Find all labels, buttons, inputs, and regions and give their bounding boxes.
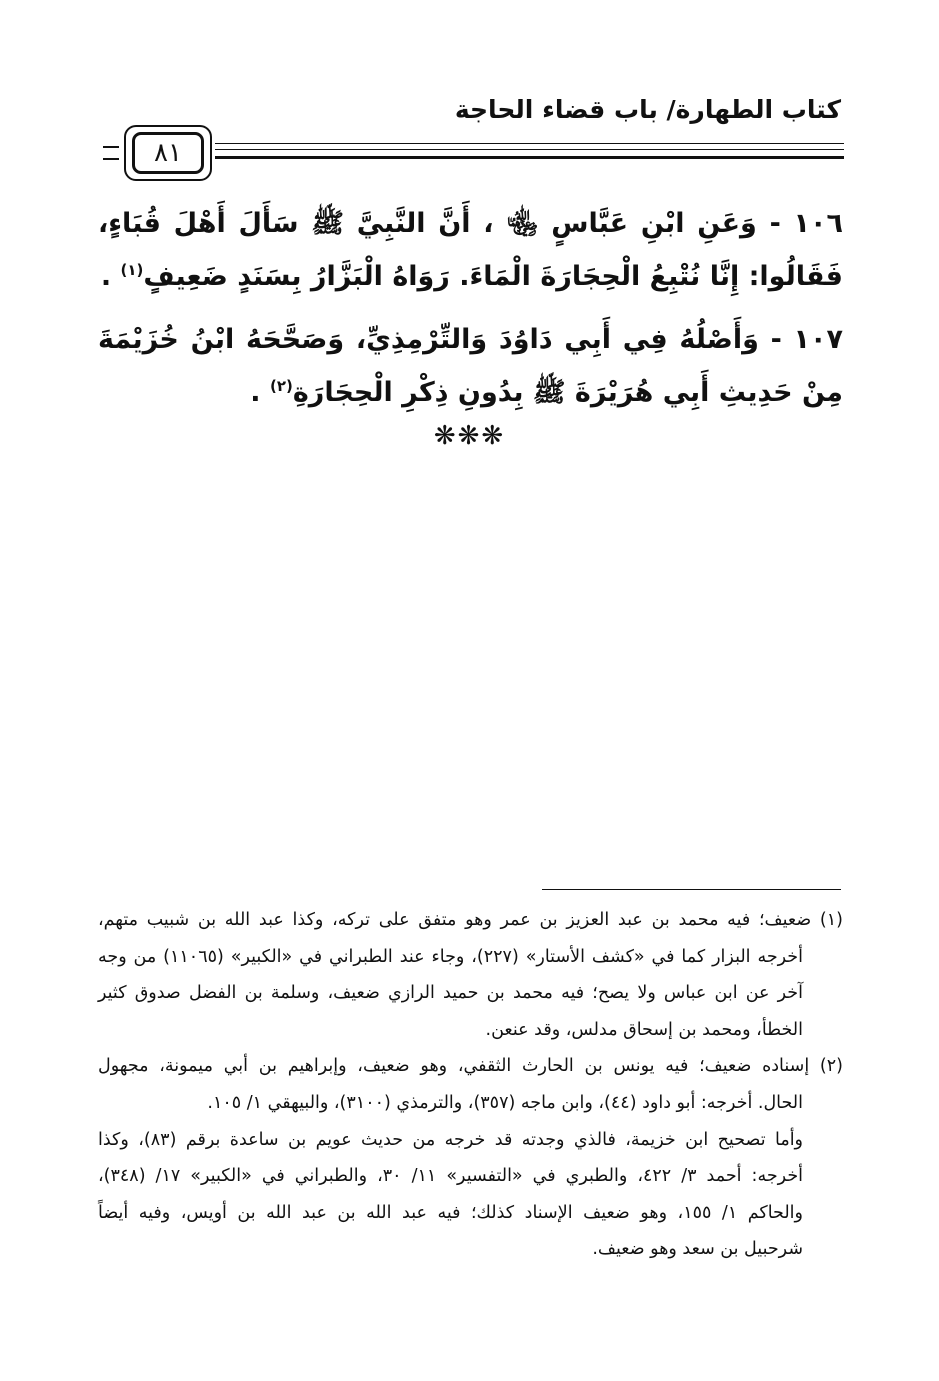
hadith-107 xyxy=(98,313,843,419)
footnote-line: (١) ضعيف؛ فيه محمد بن عبد العزيز بن عمر وهو متفق على تركه، وكذا عبد الله بن شبيب متهم، xyxy=(98,910,843,930)
footnote-line: أخرجه البزار كما في «كشف الأستار» (٢٢٧)، وجاء عند الطبراني في «الكبير» (١١٠٦٥) من وجه xyxy=(98,946,803,967)
hadith-106 xyxy=(98,197,843,303)
footnote-line: (٢) إسناده ضعيف؛ فيه يونس بن الحارث الثقفي، وهو ضعيف، وإبراهيم بن أبي ميمونة، مجهول xyxy=(98,1056,843,1077)
footnote-ref-1: (١) xyxy=(120,261,144,279)
header-rule-right xyxy=(215,143,844,159)
footnote-line: الخطأ، ومحمد بن إسحاق مدلس، وقد عنعن. xyxy=(485,1019,803,1040)
page-number: ٨١ xyxy=(132,132,204,174)
section-separator: ❋❋❋ xyxy=(433,421,506,451)
footnote-line: أخرجه: أحمد ٣/ ٤٢٢، والطبري في «التفسير» ١١/ ٣٠، والطبراني في «الكبير» ١٧/ (٣٤٨)، xyxy=(98,1166,803,1187)
footnote-line: شرحبيل بن سعد وهو ضعيف. xyxy=(592,1239,803,1260)
page-number-box xyxy=(124,125,212,181)
footnotes xyxy=(98,902,843,1268)
hadith-end: . xyxy=(100,261,121,292)
running-title: كتاب الطهارة/ باب قضاء الحاجة xyxy=(454,95,841,124)
footnote-line: آخر عن ابن عباس ولا يصح؛ فيه محمد بن حميد الرازي ضعيف، وسلمة بن الفضل صدوق كثير xyxy=(98,983,803,1004)
footnote-1 xyxy=(98,902,843,1048)
main-text xyxy=(98,197,843,429)
footnote-rule xyxy=(542,889,841,890)
hadith-end: . xyxy=(250,377,270,408)
footnote-ref-2: (٢) xyxy=(269,377,293,395)
hadith-text: ١٠٧ - وَأَصْلُهُ فِي أَبِي دَاوُدَ وَالتِّرْمِذِيِّ، وَصَحَّحَهُ ابْنُ خُزَيْمَةَ مِنْ حَدِيثِ أَبِي هُرَيْرَةَ ﷺ بِدُونِ ذِكْرِ الْحِجَارَةِ xyxy=(98,324,843,408)
footnote-2 xyxy=(98,1048,843,1268)
footnote-line: الحال. أخرجه: أبو داود (٤٤)، وابن ماجه (٣٥٧)، والترمذي (٣١٠٠)، والبيهقي ١/ ١٠٥. xyxy=(207,1092,803,1113)
footnote-line: والحاكم ١/ ١٥٥، وهو ضعيف الإسناد كذلك؛ فيه عبد الله بن عبد الله بن أويس، وفيه أيضاً xyxy=(98,1202,803,1223)
header-rule-left xyxy=(103,146,119,160)
footnote-line: وأما تصحيح ابن خزيمة، فالذي وجدته قد خرجه من حديث عويم بن ساعدة برقم (٨٣)، وكذا xyxy=(98,1129,804,1150)
hadith-text: ١٠٦ - وَعَنِ ابْنِ عَبَّاسٍ ﵄ ، أَنَّ النَّبِيَّ ﷺ سَأَلَ أَهْلَ قُبَاءٍ، فَقَالُوا: إِنَّا نُتْبِعُ الْحِجَارَةَ الْمَاءَ. رَوَاهُ الْبَزَّارُ بِسَنَدٍ ضَعِيفٍ xyxy=(98,208,843,292)
